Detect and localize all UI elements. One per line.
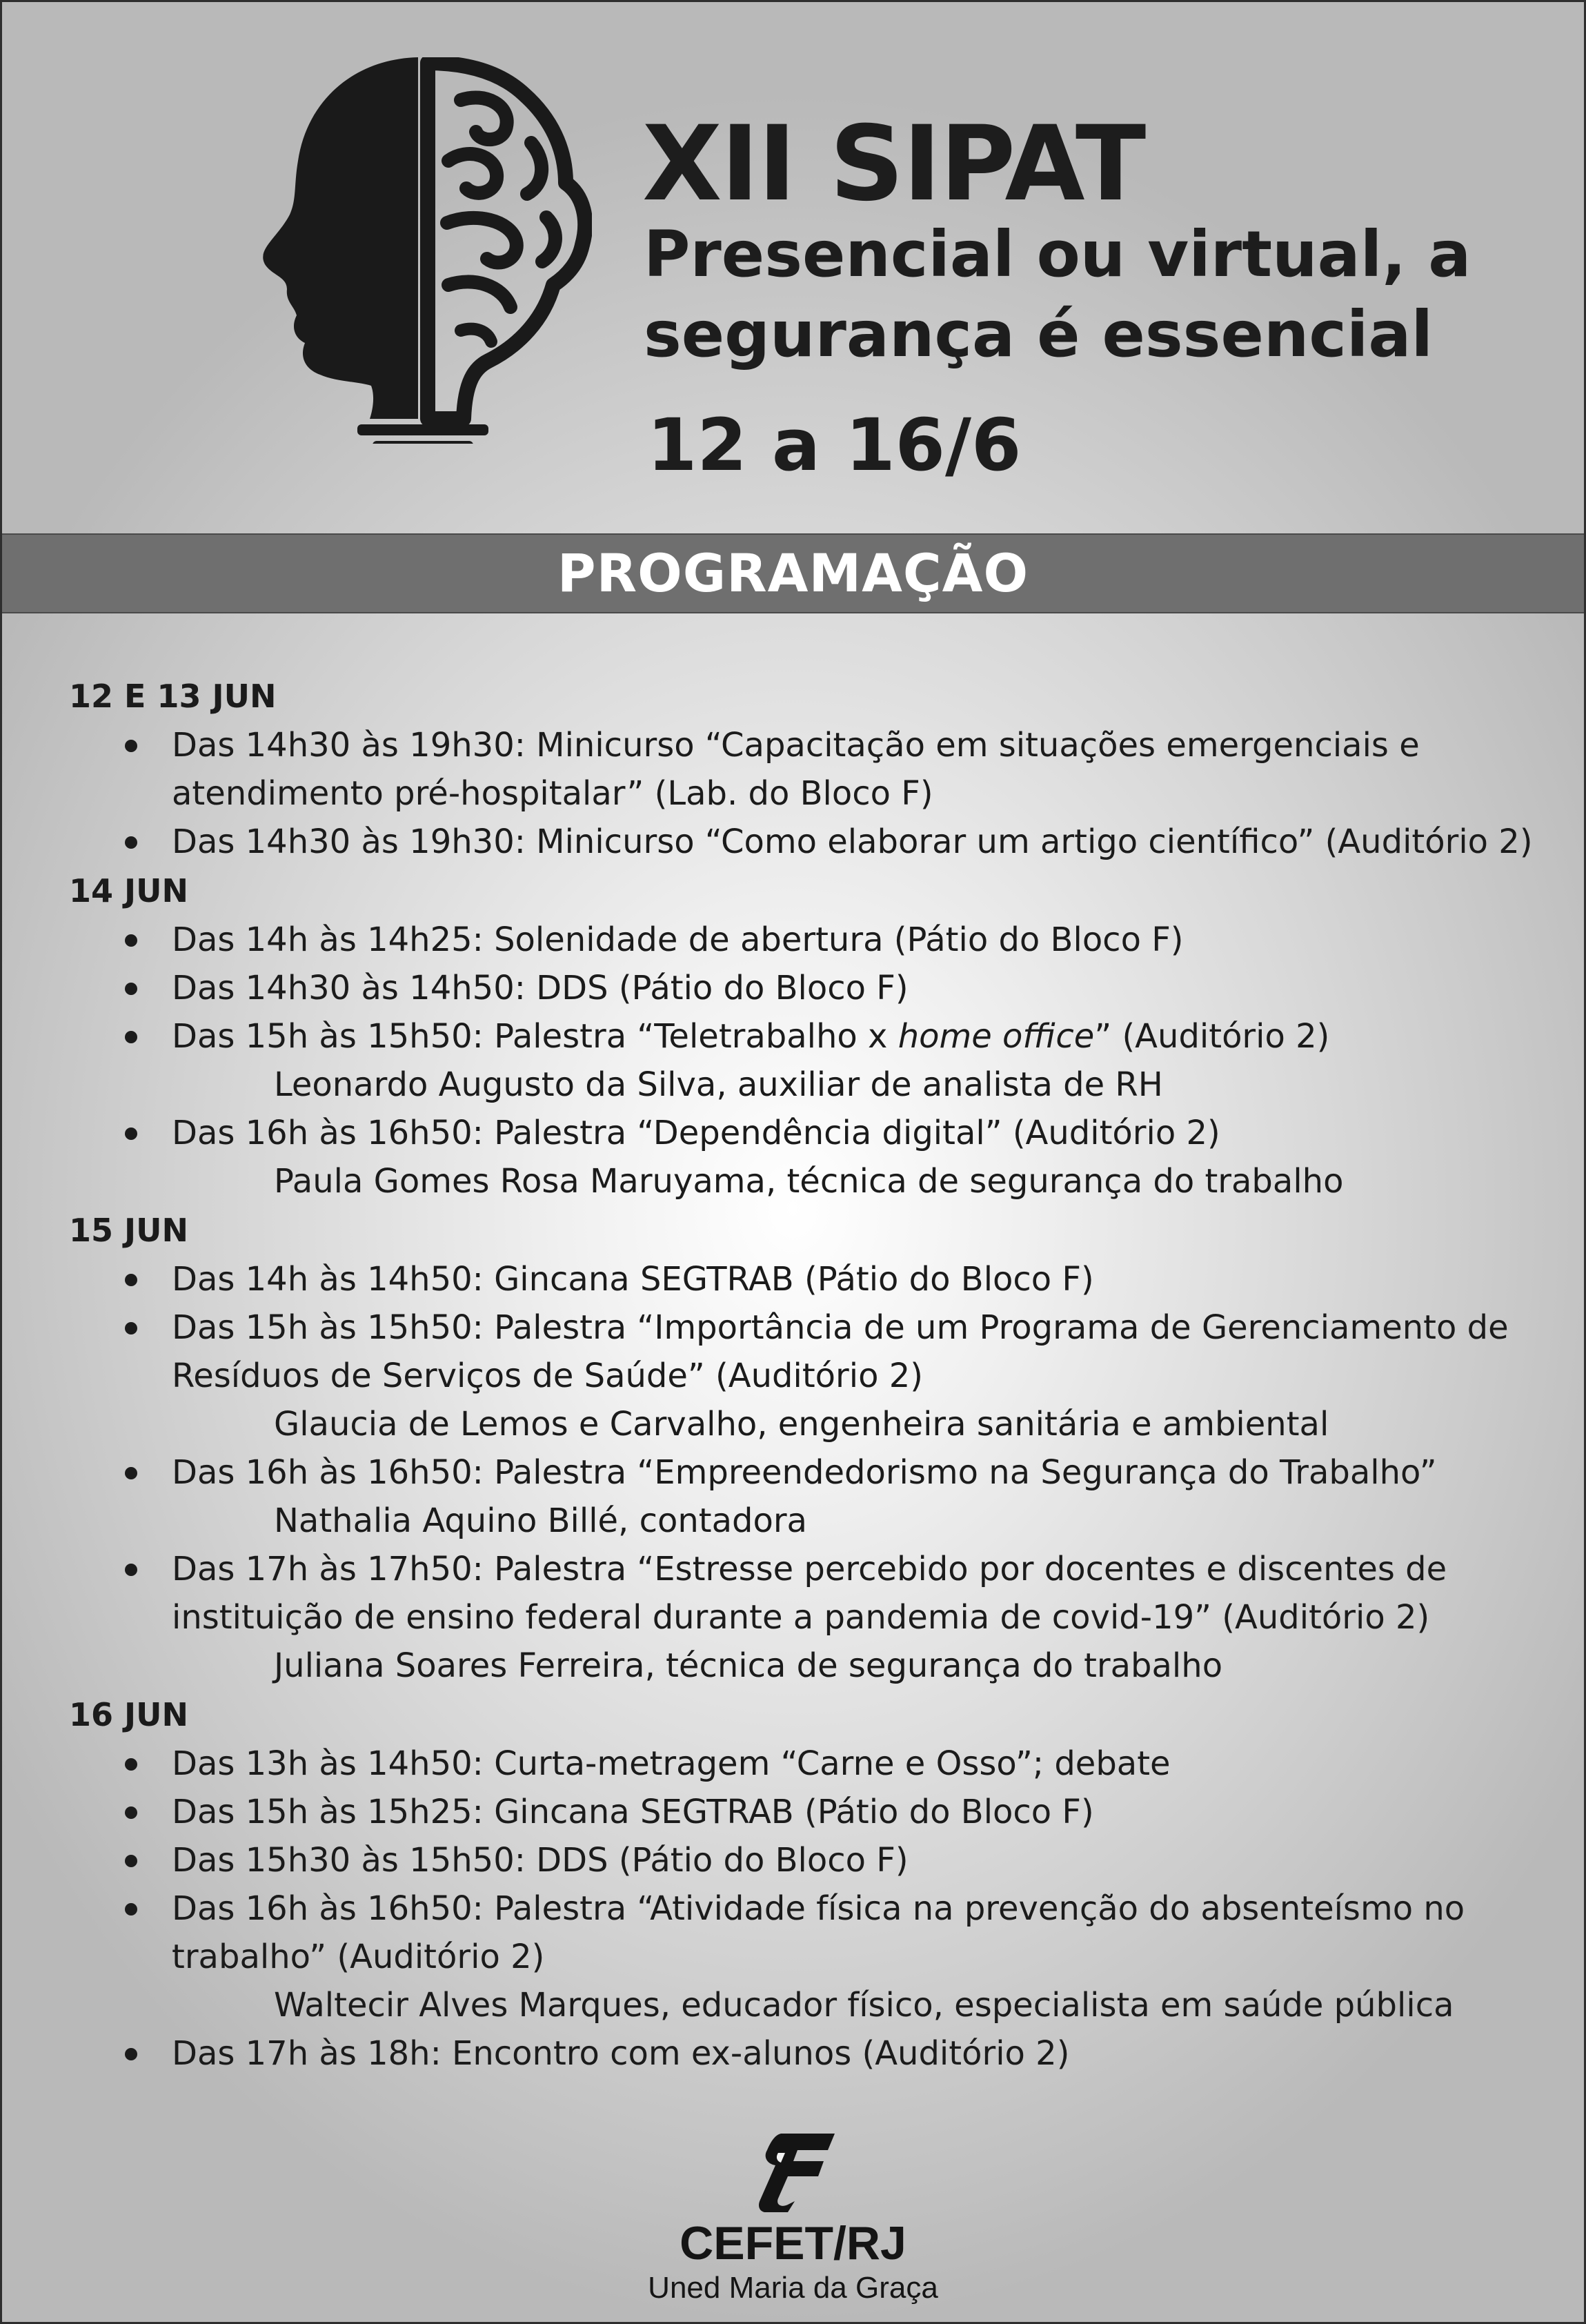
schedule-item-text (172, 1012, 1536, 1061)
schedule-item-text-continued: trabalho” (Auditório 2) (172, 1938, 545, 1976)
institution-unit: Uned Maria da Graça (648, 2271, 938, 2305)
schedule-item (2, 1255, 1584, 1303)
bullet-icon (125, 983, 137, 995)
subtitle-line-2: segurança é essencial (644, 297, 1434, 371)
schedule-item (2, 1448, 1584, 1545)
schedule-item-text-continued: instituição de ensino federal durante a pandemia de covid-19” (Auditório 2) (172, 1598, 1430, 1637)
schedule (2, 671, 1584, 2078)
schedule-item-text: Das 17h às 17h50: Palestra “Estresse percebido por docentes e discentes de (172, 1550, 1447, 1588)
speaker-name: Glaucia de Lemos e Carvalho, engenheira sanitária e ambiental (274, 1405, 1329, 1444)
schedule-item-text: Das 14h30 às 19h30: Minicurso “Como elaborar um artigo científico” (Auditório 2) (172, 823, 1533, 861)
bullet-icon (125, 1855, 137, 1867)
bullet-icon (125, 934, 137, 947)
bullet-icon (125, 836, 137, 849)
schedule-item (2, 1303, 1584, 1448)
schedule-item (2, 1545, 1584, 1690)
day-heading: 14 JUN (69, 872, 188, 909)
schedule-item-text: Das 14h30 às 14h50: DDS (Pátio do Bloco F) (172, 969, 909, 1007)
bullet-icon (125, 1903, 137, 1916)
schedule-item-text: Das 15h às 15h25: Gincana SEGTRAB (Pátio do Bloco F) (172, 1793, 1094, 1831)
bullet-icon (125, 1274, 137, 1286)
bullet-icon (125, 1564, 137, 1576)
schedule-item-text: Das 16h às 16h50: Palestra “Dependência digital” (Auditório 2) (172, 1114, 1220, 1152)
schedule-item-text: Das 14h30 às 19h30: Minicurso “Capacitação em situações emergenciais e (172, 726, 1420, 765)
event-dates: 12 a 16/6 (647, 403, 1022, 487)
schedule-item-text: Das 15h30 às 15h50: DDS (Pátio do Bloco F) (172, 1841, 909, 1880)
schedule-item (2, 1109, 1584, 1205)
poster-subtitle (644, 215, 1471, 375)
schedule-item (2, 964, 1584, 1012)
schedule-item (2, 1788, 1584, 1836)
poster-footer (2, 2129, 1584, 2309)
schedule-item-text: Das 16h às 16h50: Palestra “Atividade física na prevenção do absenteísmo no (172, 1889, 1465, 1928)
speaker-name: Leonardo Augusto da Silva, auxiliar de analista de RH (274, 1065, 1163, 1104)
section-title: PROGRAMAÇÃO (557, 542, 1029, 604)
bullet-icon (125, 1322, 137, 1335)
schedule-item (2, 818, 1584, 866)
bullet-icon (125, 1031, 137, 1043)
speaker-name: Waltecir Alves Marques, educador físico, especialista em saúde pública (274, 1986, 1454, 2025)
schedule-item-text-italic: home office (898, 1017, 1095, 1056)
speaker-name: Nathalia Aquino Billé, contadora (274, 1501, 807, 1540)
day-heading: 15 JUN (69, 1212, 188, 1249)
bullet-icon (125, 1127, 137, 1140)
schedule-item (2, 1884, 1584, 2029)
schedule-item-text-continued: atendimento pré-hospitalar” (Lab. do Bloco F) (172, 774, 933, 813)
schedule-item-text: Das 14h às 14h25: Solenidade de abertura (Pátio do Bloco F) (172, 920, 1184, 959)
bullet-icon (125, 740, 137, 752)
schedule-item-text: Das 17h às 18h: Encontro com ex-alunos (Auditório 2) (172, 2034, 1070, 2073)
schedule-item-text-continued: Resíduos de Serviços de Saúde” (Auditório 2) (172, 1357, 923, 1395)
bullet-icon (125, 1467, 137, 1479)
bullet-icon (125, 2048, 137, 2060)
schedule-item-text: Das 15h às 15h50: Palestra “Importância de um Programa de Gerenciamento de (172, 1308, 1509, 1347)
head-brain-lightbulb-icon (254, 57, 592, 444)
day-heading: 16 JUN (69, 1696, 188, 1733)
schedule-item (2, 2029, 1584, 2078)
speaker-name: Juliana Soares Ferreira, técnica de segurança do trabalho (274, 1646, 1223, 1685)
bullet-icon (125, 1758, 137, 1771)
day-heading: 12 E 13 JUN (69, 678, 277, 715)
section-band (2, 533, 1584, 613)
schedule-item-text-prefix: Das 15h às 15h50: Palestra “Teletrabalho x (172, 1017, 898, 1056)
subtitle-line-1: Presencial ou virtual, a (644, 217, 1471, 291)
speaker-name: Paula Gomes Rosa Maruyama, técnica de segurança do trabalho (274, 1162, 1344, 1201)
schedule-item-text-suffix: ” (Auditório 2) (1094, 1017, 1330, 1056)
poster-header (2, 2, 1584, 533)
poster-title: XII SIPAT (642, 104, 1145, 224)
schedule-item-text: Das 14h às 14h50: Gincana SEGTRAB (Pátio do Bloco F) (172, 1260, 1094, 1299)
schedule-item (2, 916, 1584, 964)
schedule-item (2, 721, 1584, 818)
schedule-item-text: Das 16h às 16h50: Palestra “Empreendedorismo na Segurança do Trabalho” (172, 1453, 1437, 1492)
cefet-logo-icon (757, 2129, 836, 2212)
schedule-item (2, 1740, 1584, 1788)
schedule-item-text: Das 13h às 14h50: Curta-metragem “Carne e Osso”; debate (172, 1744, 1171, 1783)
institution-name: CEFET/RJ (680, 2217, 906, 2269)
schedule-item (2, 1012, 1584, 1109)
bullet-icon (125, 1806, 137, 1819)
schedule-item (2, 1836, 1584, 1884)
